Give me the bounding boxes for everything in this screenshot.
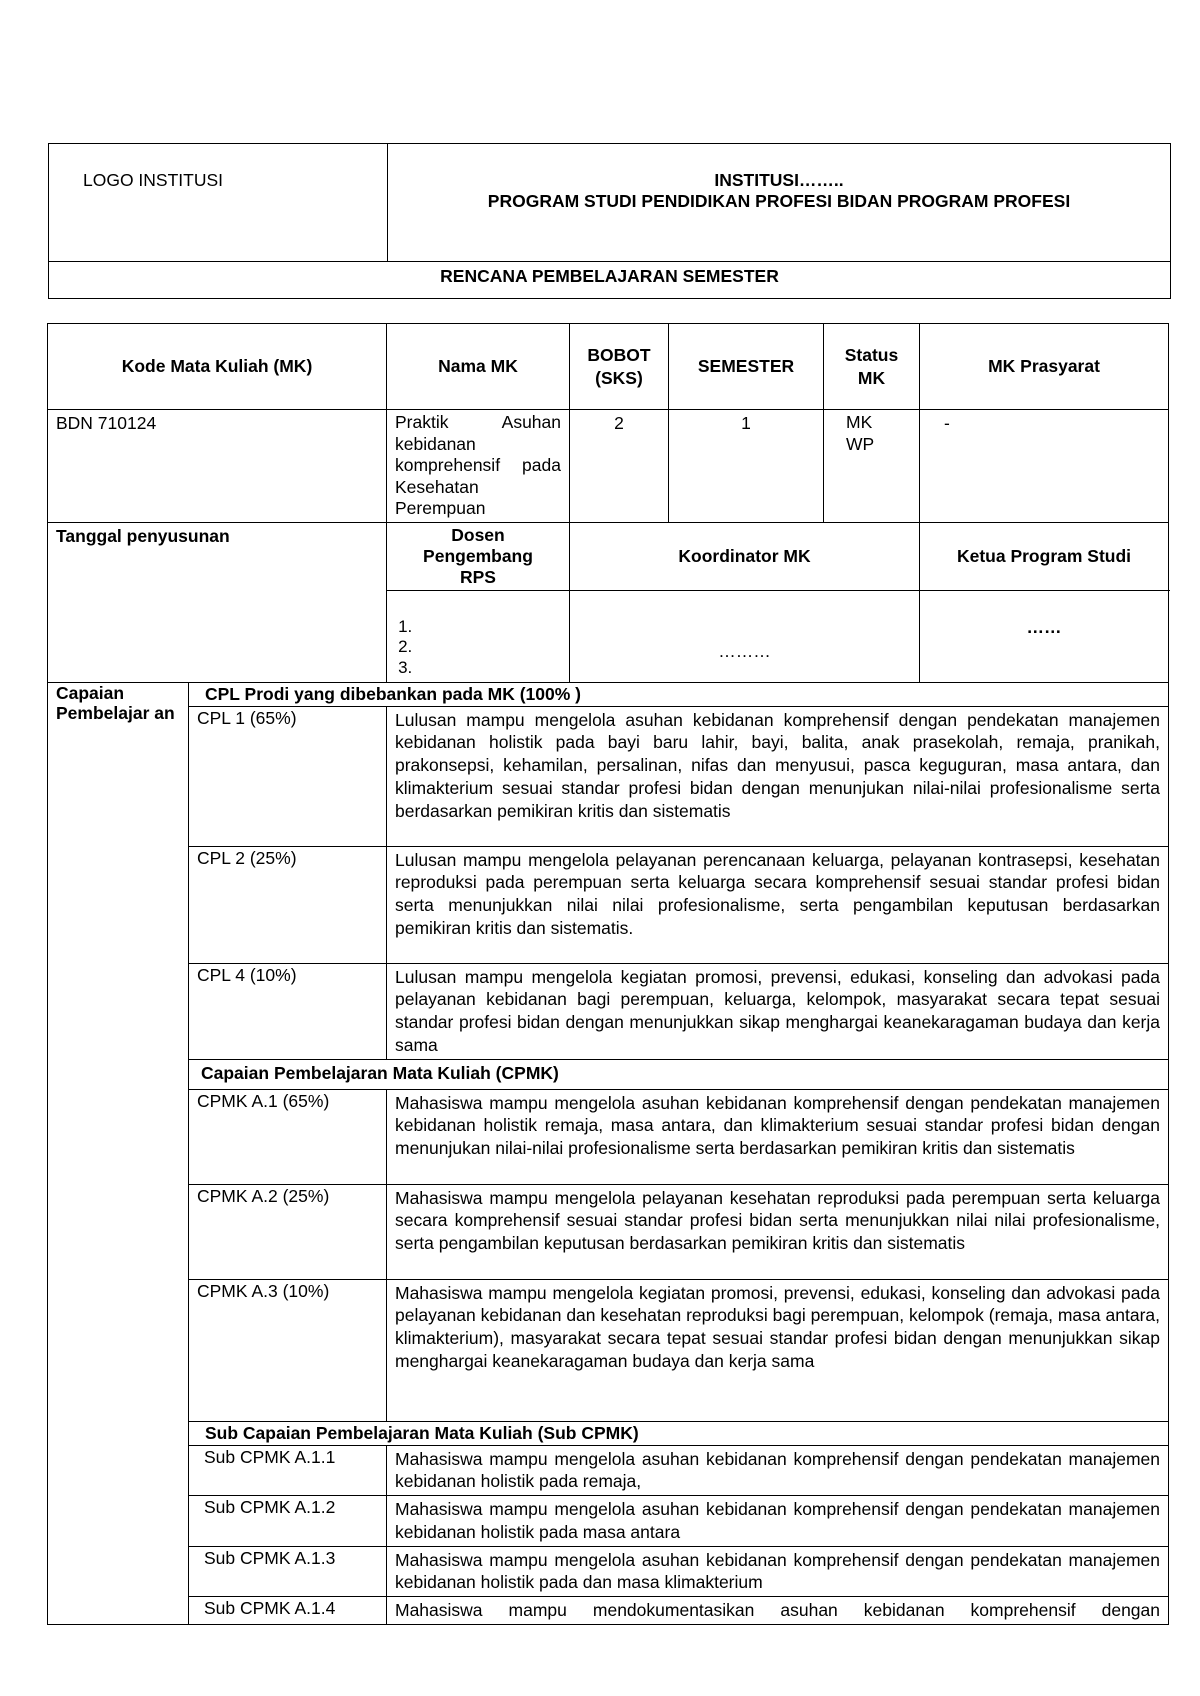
- status-header-cell: [824, 324, 920, 410]
- header-table: [48, 143, 1171, 299]
- semester-cell: [669, 410, 824, 523]
- nama-header: Nama MK: [438, 356, 518, 376]
- sub-cpmk-code: Sub CPMK A.1.2: [204, 1497, 336, 1518]
- cpl-code-cell: [189, 963, 387, 1059]
- koordinator-cell: [570, 590, 920, 682]
- sub-cpmk-heading-cell: [189, 1421, 1169, 1445]
- sub-cpmk-text: Mahasiswa mampu mendokumentasikan asuhan kebidanan komprehensif dengan: [395, 1600, 1160, 1621]
- sub-cpmk-code-cell: [189, 1445, 387, 1496]
- dosen-item: [417, 637, 569, 658]
- semester-header: SEMESTER: [697, 356, 795, 376]
- sub-cpmk-heading: Sub Capaian Pembelajaran Mata Kuliah (Sub CPMK): [205, 1422, 639, 1443]
- sub-cpmk-text-cell: [387, 1496, 1169, 1547]
- sub-cpmk-code-cell: [189, 1546, 387, 1597]
- prasyarat-cell: [920, 410, 1169, 523]
- cpl-heading-cell: [189, 682, 1169, 706]
- sub-cpmk-code: Sub CPMK A.1.3: [204, 1547, 336, 1568]
- sub-cpmk-text: Mahasiswa mampu mengelola asuhan kebidanan komprehensif dengan pendekatan manajemen kebidanan holistik pada dan masa klimakterium: [395, 1549, 1160, 1593]
- semester-value: 1: [741, 413, 751, 433]
- sub-cpmk-text: Mahasiswa mampu mengelola asuhan kebidanan komprehensif dengan pendekatan manajemen kebidanan holistik pada masa antara: [395, 1499, 1160, 1542]
- kode-header: Kode Mata Kuliah (MK): [121, 356, 313, 376]
- prasyarat-header: MK Prasyarat: [988, 356, 1100, 376]
- kode-cell: [48, 410, 387, 523]
- cpl-text: Lulusan mampu mengelola asuhan kebidanan komprehensif dengan pendekatan manajemen kebidanan holistik pada bayi baru lahir, bayi, balita, anak prasekolah, remaja, pranikah, prakonsepsi, kehamilan, persalinan, nifas dan menyusui, pasca keguguran, masa antara, dan klimakterium sesuai standar profesi bidan dengan menunjukan nilai-nilai profesionalisme serta berdasarkan pemikiran kritis dan sistematis: [395, 709, 1160, 821]
- bobot-cell: [570, 410, 669, 523]
- cpmk-code-cell: [189, 1089, 387, 1184]
- cpmk-row: [48, 1184, 1169, 1279]
- sub-cpmk-text-cell: [387, 1445, 1169, 1496]
- bobot-header-cell: [570, 324, 669, 410]
- tanggal-label: Tanggal penyusunan: [56, 525, 230, 546]
- sub-cpmk-code: Sub CPMK A.1.4: [204, 1598, 336, 1619]
- prasyarat-value: -: [944, 413, 950, 433]
- cpmk-heading-row: [48, 1059, 1169, 1089]
- sub-cpmk-row: [48, 1496, 1169, 1547]
- status-value: MK WP: [846, 412, 875, 454]
- cpmk-text: Mahasiswa mampu mengelola pelayanan kesehatan reproduksi pada perempuan serta keluarga secara komprehensif sesuai standar profesi bidan serta menunjukkan nilai nilai profesionalisme, serta pengambilan keputusan berdasarkan pemikiran kritis dan sistematis: [395, 1187, 1160, 1254]
- koordinator-signature: ………: [718, 640, 771, 661]
- cpl-code: CPL 2 (25%): [197, 847, 297, 868]
- dosen-item: [417, 658, 569, 679]
- sub-cpmk-code: Sub CPMK A.1.1: [204, 1446, 336, 1467]
- tanggal-cell: [48, 522, 387, 682]
- capaian-label: Capaian Pembelajar an: [56, 682, 175, 724]
- program-name: PROGRAM STUDI PENDIDIKAN PROFESI BIDAN PROGRAM PROFESI: [487, 191, 1071, 211]
- document-title: RENCANA PEMBELAJARAN SEMESTER: [440, 266, 779, 286]
- semester-header-cell: [669, 324, 824, 410]
- cpl-code: CPL 4 (10%): [197, 964, 297, 985]
- document-title-cell: [49, 262, 1171, 299]
- rps-table: [47, 323, 1169, 1625]
- cpl-heading-row: [48, 682, 1169, 706]
- ketua-cell: [920, 590, 1169, 682]
- sub-cpmk-text-cell: [387, 1597, 1169, 1625]
- cpmk-text-cell: [387, 1279, 1169, 1421]
- cpl-row: [48, 706, 1169, 846]
- cpmk-text: Mahasiswa mampu mengelola asuhan kebidanan komprehensif dengan pendekatan manajemen kebidanan holistik remaja, masa antara, dan klimakterium sesuai standar profesi bidan dengan menunjukan nilai-nilai profesionalisme serta berdasarkan pemikiran kritis dan sistematis: [395, 1092, 1160, 1159]
- signature-header-row: [48, 522, 1169, 590]
- cpmk-code-cell: [189, 1184, 387, 1279]
- cpl-heading: CPL Prodi yang dibebankan pada MK (100% ): [205, 683, 582, 704]
- cpmk-heading-cell: [189, 1059, 1169, 1089]
- cpl-text: Lulusan mampu mengelola pelayanan perencanaan keluarga, pelayanan kontrasepsi, kesehatan reproduksi pada perempuan serta keluarga secara komprehensif sesuai standar profesi bidan serta menunjukkan nilai nilai profesionalisme, serta pengambilan keputusan berdasarkan pemikiran kritis dan sistematis.: [395, 849, 1160, 938]
- ketua-header-cell: [920, 522, 1169, 590]
- ketua-label: Ketua Program Studi: [956, 545, 1132, 566]
- bobot-header: BOBOT (SKS): [587, 344, 651, 388]
- logo-placeholder: LOGO INSTITUSI: [83, 170, 224, 190]
- dosen-list-cell: [387, 590, 570, 682]
- cpmk-code-cell: [189, 1279, 387, 1421]
- sub-cpmk-text: Mahasiswa mampu mengelola asuhan kebidanan komprehensif dengan pendekatan manajemen kebidanan holistik pada remaja,: [395, 1448, 1160, 1492]
- cpmk-heading: Capaian Pembelajaran Mata Kuliah (CPMK): [201, 1062, 559, 1083]
- cpl-text-cell: [387, 706, 1169, 846]
- course-values-row: [48, 410, 1169, 523]
- sub-cpmk-row: [48, 1546, 1169, 1597]
- institution-name: INSTITUSI……..: [714, 170, 844, 190]
- bobot-value: 2: [614, 413, 624, 433]
- koordinator-header-cell: [570, 522, 920, 590]
- cpmk-text-cell: [387, 1184, 1169, 1279]
- capaian-label-cell: [48, 682, 189, 1624]
- cpl-text-cell: [387, 846, 1169, 963]
- logo-cell: [49, 144, 388, 262]
- ketua-signature: ……: [1026, 616, 1062, 637]
- cpl-code-cell: [189, 706, 387, 846]
- sub-cpmk-row: [48, 1597, 1169, 1625]
- dosen-label: Dosen Pengembang RPS: [423, 524, 533, 587]
- sub-cpmk-code-cell: [189, 1597, 387, 1625]
- kode-value: BDN 710124: [56, 413, 157, 433]
- dosen-item: [417, 617, 569, 638]
- prasyarat-header-cell: [920, 324, 1169, 410]
- cpmk-code: CPMK A.2 (25%): [197, 1185, 330, 1206]
- dosen-header-cell: [387, 522, 570, 590]
- cpl-code-cell: [189, 846, 387, 963]
- status-header: Status MK: [844, 344, 899, 388]
- nama-header-cell: [387, 324, 570, 410]
- cpmk-row: [48, 1279, 1169, 1421]
- kode-header-cell: [48, 324, 387, 410]
- cpmk-text: Mahasiswa mampu mengelola kegiatan promosi, prevensi, edukasi, konseling dan advokasi pada pelayanan kebidanan dan kesehatan reproduksi bagi perempuan, kelompok (remaja, masa antara, klimakterium), masyarakat secara tepat sesuai standar profesi bidan dengan menunjukkan sikap menghargai keanekaragaman budaya dan kerja sama: [395, 1282, 1160, 1371]
- course-header-row: [48, 324, 1169, 410]
- cpl-text: Lulusan mampu mengelola kegiatan promosi, prevensi, edukasi, konseling dan advokasi pada pelayanan kebidanan bagi perempuan, keluarga, kelompok, masyarakat secara tepat sesuai standar profesi bidan dengan menunjukkan sikap menghargai keanekaragaman budaya dan kerja sama: [395, 966, 1160, 1055]
- sub-cpmk-text-cell: [387, 1546, 1169, 1597]
- cpl-row: [48, 963, 1169, 1059]
- institution-cell: [388, 144, 1171, 262]
- dosen-list: [387, 591, 569, 679]
- status-cell: [824, 410, 920, 523]
- nama-value: Praktik Asuhan kebidanan komprehensif pada Kesehatan Perempuan: [395, 412, 561, 519]
- sub-cpmk-code-cell: [189, 1496, 387, 1547]
- cpl-row: [48, 846, 1169, 963]
- cpmk-code: CPMK A.3 (10%): [197, 1280, 330, 1301]
- cpmk-code: CPMK A.1 (65%): [197, 1090, 330, 1111]
- nama-cell: [387, 410, 570, 523]
- cpl-text-cell: [387, 963, 1169, 1059]
- cpmk-text-cell: [387, 1089, 1169, 1184]
- cpmk-row: [48, 1089, 1169, 1184]
- koordinator-label: Koordinator MK: [678, 545, 811, 566]
- sub-cpmk-row: [48, 1445, 1169, 1496]
- sub-cpmk-heading-row: [48, 1421, 1169, 1445]
- cpl-code: CPL 1 (65%): [197, 707, 297, 728]
